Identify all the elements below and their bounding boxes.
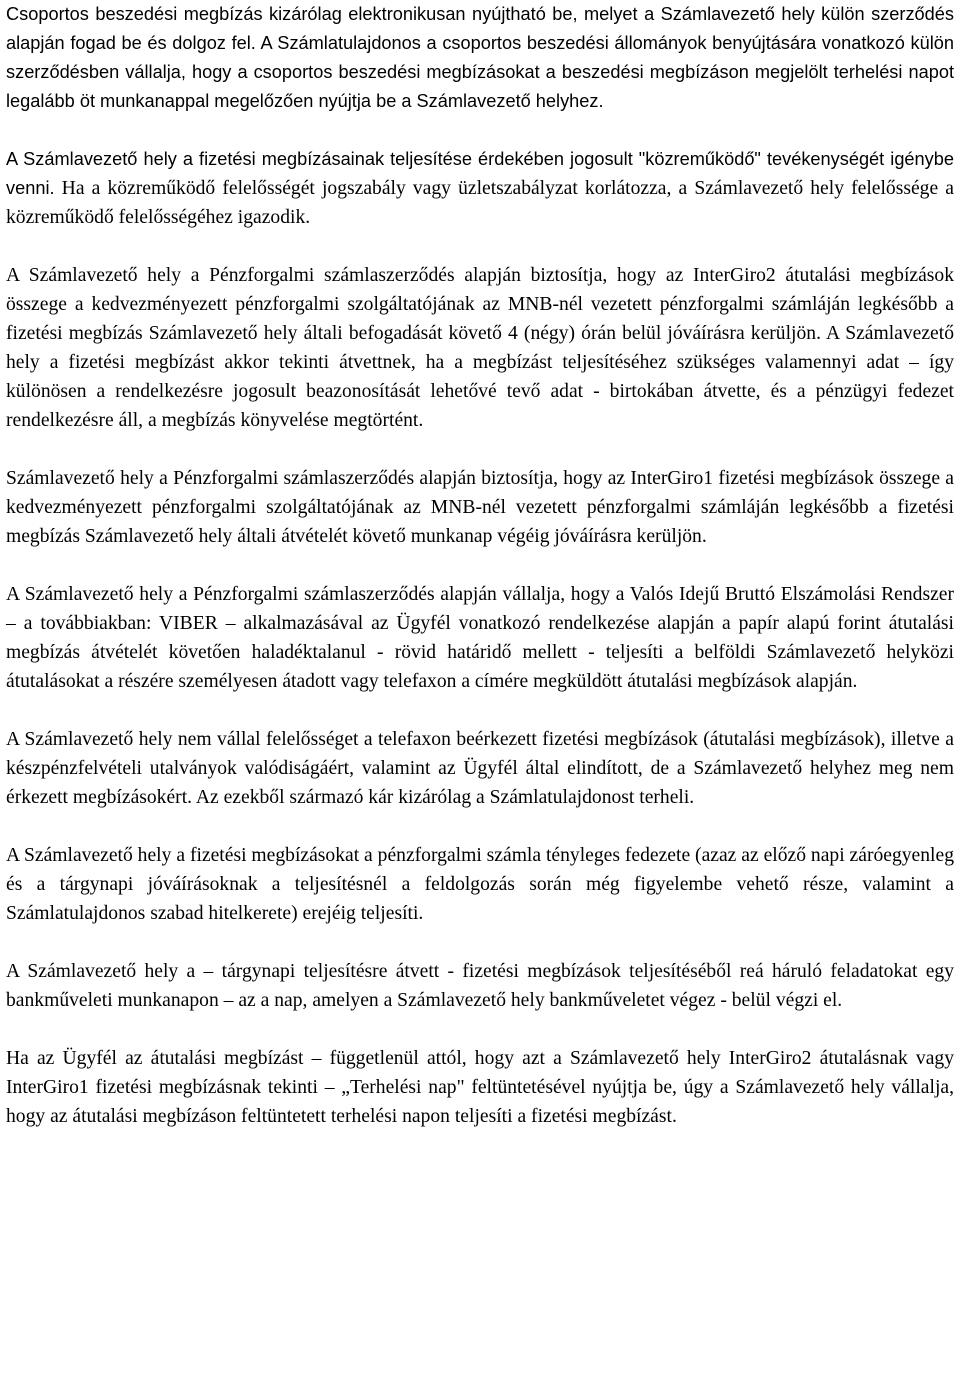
paragraph-text: Ha az Ügyfél az átutalási megbízást – függetlenül attól, hogy azt a Számlavezető hely InterGiro2 átutalásnak vagy InterGiro1 fizetési megbízásnak tekinti – „Terhelési nap" feltüntetésével nyújtja be, úgy a Számlavezető hely vállalja, hogy az átutalási megbízáson feltüntetett terhelési napon teljesíti a fizetési megbízást. xyxy=(6,1048,954,1127)
paragraph-text: A Számlavezető hely a Pénzforgalmi számlaszerződés alapján vállalja, hogy a Valós Idejű Bruttó Elszámolási Rendszer – a továbbiakban: VIBER – alkalmazásával az Ügyfél vonatkozó rendelkezése alapján a papír alapú forint átutalási megbízás átvételét követően haladéktalanul - rövid határidő mellett - teljesíti a belföldi Számlavezető helyközi átutalásokat a részére személyesen átadott vagy telefaxon a címére megküldött átutalási megbízások alapján. xyxy=(6,584,954,692)
document-page xyxy=(6,0,954,1131)
paragraph-viber xyxy=(6,580,954,696)
paragraph-text: A Számlavezető hely a fizetési megbízásainak teljesítése érdekében jogosult "közreműködő" tevékenységét igénybe venni. xyxy=(6,149,954,198)
paragraph-text: A Számlavezető hely a Pénzforgalmi számlaszerződés alapján biztosítja, hogy az InterGiro2 átutalási megbízások összege a kedvezményezett pénzforgalmi szolgáltatójának az MNB-nél vezetett pénzforgalmi számláján legkésőbb a fizetési megbízás Számlavezető hely általi befogadását követő 4 (négy) órán belül jóváírásra kerüljön. A Számlavezető hely a fizetési megbízást akkor tekinti átvettnek, ha a megbízást teljesítéséhez szükséges valamennyi adat – így különösen a rendelkezésre jogosult beazonosítását lehetővé tevő adat - birtokában átvette, és a pénzügyi fedezet rendelkezésre áll, a megbízás könyvelése megtörtént. xyxy=(6,265,954,431)
paragraph-text: A Számlavezető hely nem vállal felelősséget a telefaxon beérkezett fizetési megbízások (átutalási megbízások), illetve a készpénzfelvételi utalványok valódiságáért, valamint az Ügyfél által elindított, de a Számlavezető helyhez meg nem érkezett megbízásokért. Az ezekből származó kár kizárólag a Számlatulajdonost terheli. xyxy=(6,729,954,808)
paragraph-text: Csoportos beszedési megbízás kizárólag elektronikusan nyújtható be, melyet a Számlavezető hely külön szerződés alapján fogad be és dolgoz fel. A Számlatulajdonos a csoportos beszedési állományok benyújtására vonatkozó külön szerződésben vállalja, hogy a csoportos beszedési megbízásokat a beszedési megbízáson megjelölt terhelési napot legalább öt munkanappal megelőzően nyújtja be a Számlavezető helyhez. xyxy=(6,4,954,111)
paragraph-intergiro1 xyxy=(6,464,954,551)
paragraph-text: A Számlavezető hely a fizetési megbízásokat a pénzforgalmi számla tényleges fedezete (azaz az előző napi záróegyenleg és a tárgynapi jóváírásoknak a teljesítésnél a feldolgozás során még figyelembe vehető része, valamint a Számlatulajdonos szabad hitelkerete) erejéig teljesíti. xyxy=(6,845,954,924)
paragraph-text: Ha a közreműködő felelősségét jogszabály vagy üzletszabályzat korlátozza, a Számlavezető hely felelőssége a közreműködő felelősségéhez igazodik. xyxy=(6,178,954,228)
paragraph-intergiro2 xyxy=(6,261,954,435)
paragraph-terhelesi-nap xyxy=(6,1044,954,1131)
paragraph-bankmuveleti-nap xyxy=(6,957,954,1015)
paragraph-fedezet xyxy=(6,841,954,928)
paragraph-kozremukodo xyxy=(6,145,954,232)
paragraph-csoportos-beszedes xyxy=(6,0,954,116)
paragraph-telefax-felelosseg xyxy=(6,725,954,812)
paragraph-text: Számlavezető hely a Pénzforgalmi számlaszerződés alapján biztosítja, hogy az InterGiro1 fizetési megbízások összege a kedvezményezett pénzforgalmi szolgáltatójának az MNB-nél vezetett pénzforgalmi számláján legkésőbb a fizetési megbízás Számlavezető hely általi átvételét követő munkanap végéig jóváírásra kerüljön. xyxy=(6,468,954,547)
paragraph-text: A Számlavezető hely a – tárgynapi teljesítésre átvett - fizetési megbízások teljesítéséből reá háruló feladatokat egy bankműveleti munkanapon – az a nap, amelyen a Számlavezető hely bankműveletet végez - belül végzi el. xyxy=(6,961,954,1011)
